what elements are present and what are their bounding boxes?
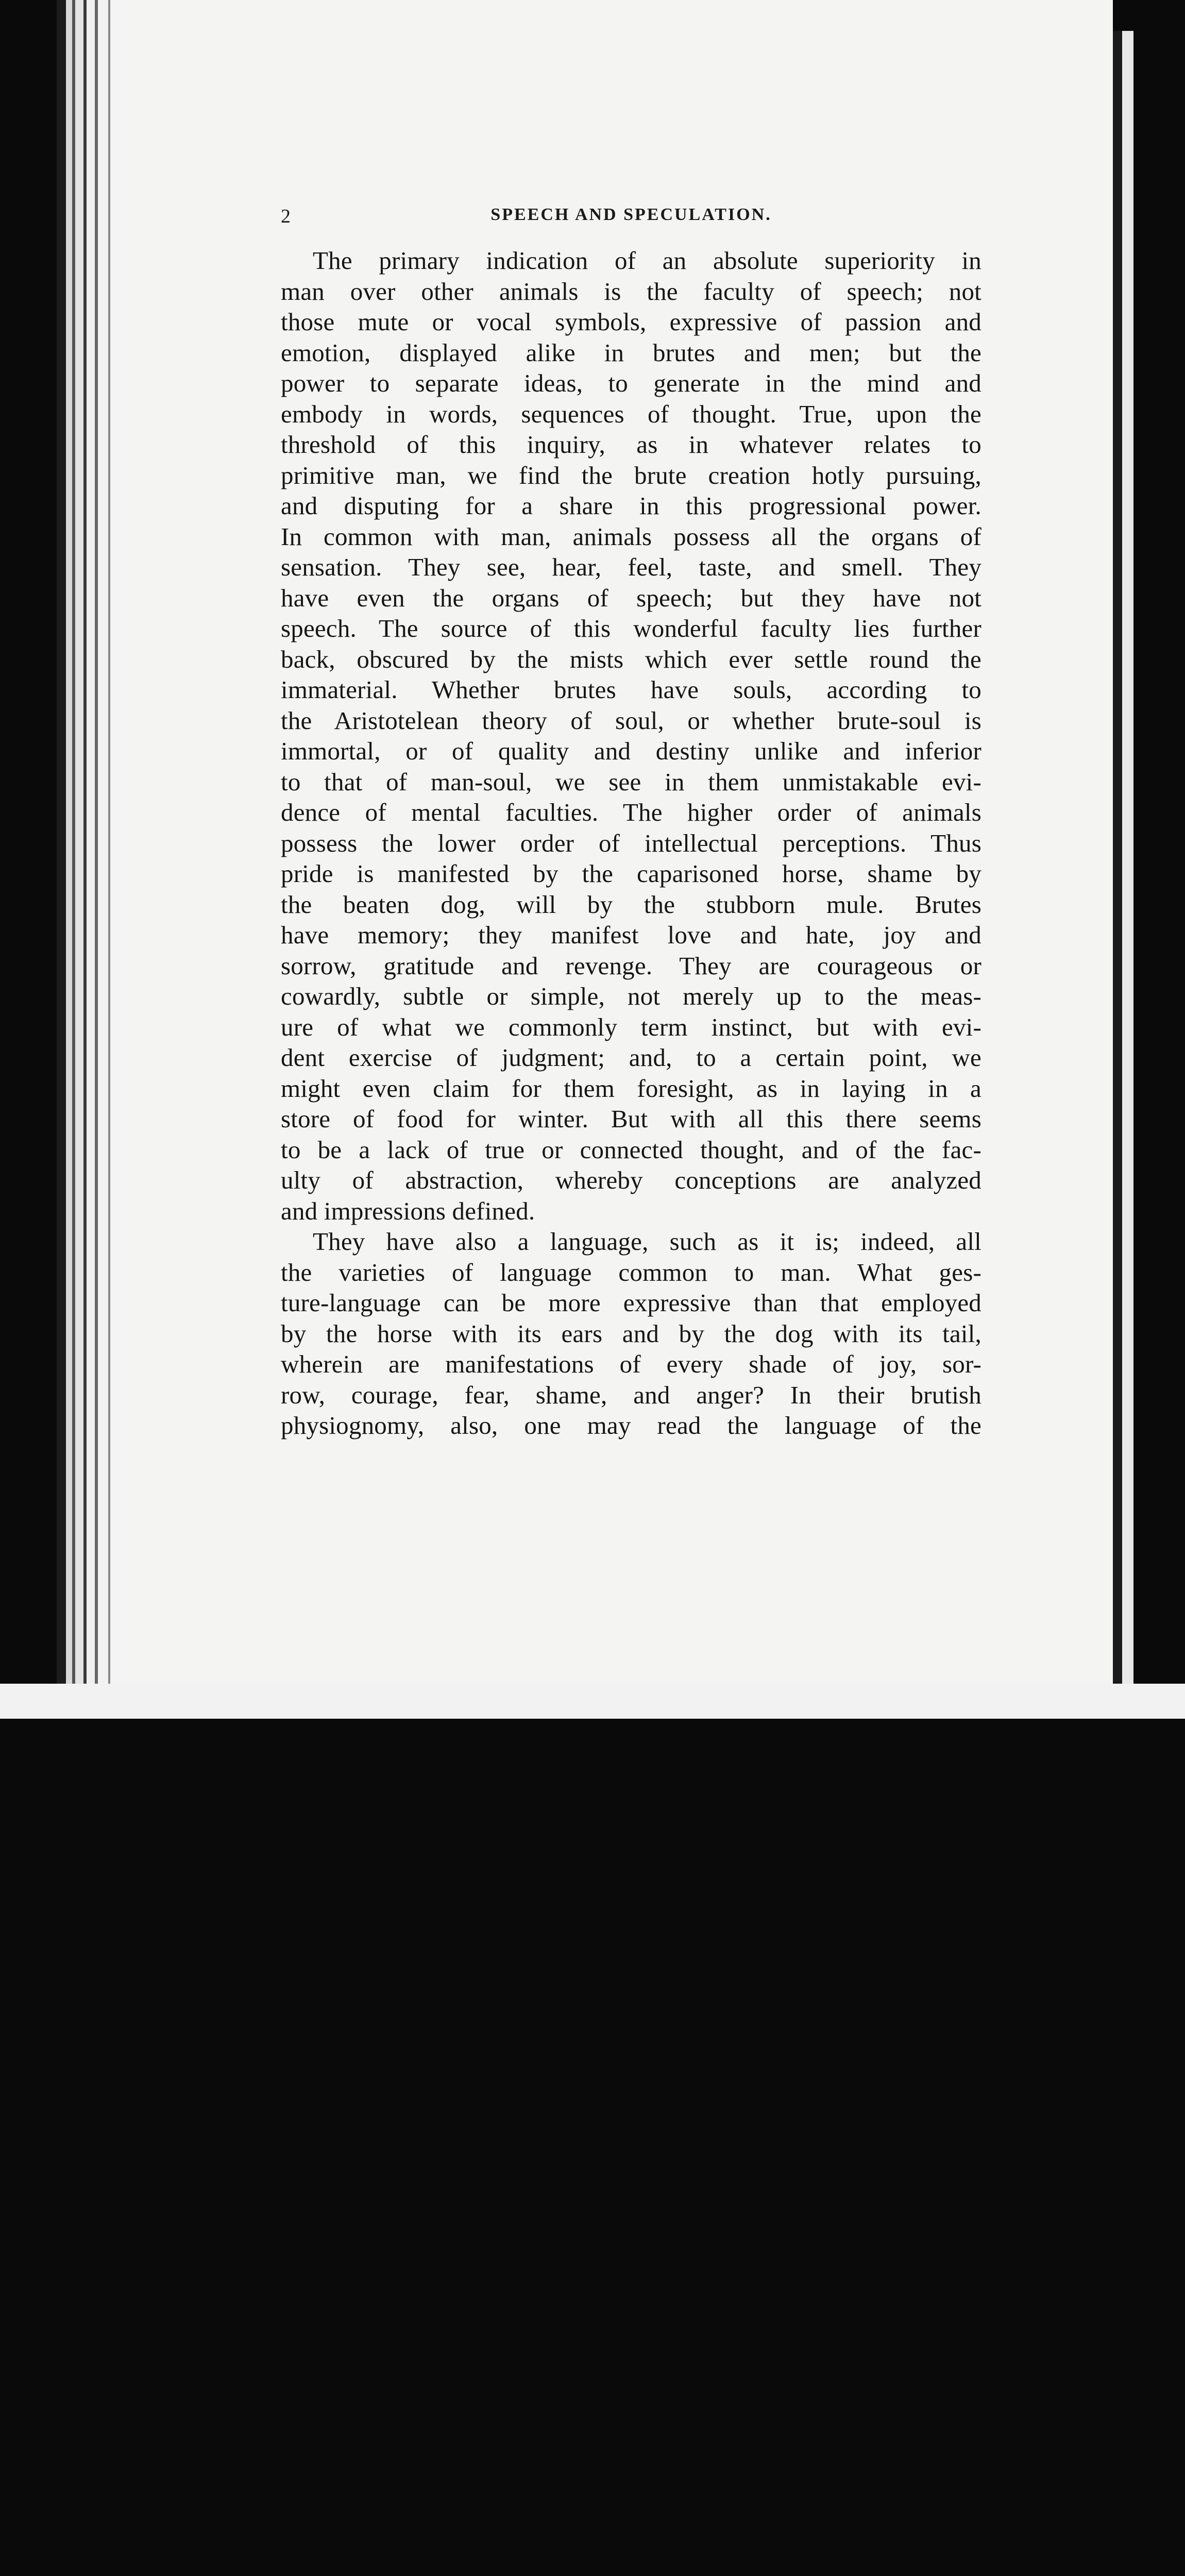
- text-line: embody in words, sequences of thought. True, upon the: [281, 399, 981, 428]
- text-line: sensation. They see, hear, feel, taste, and smell. They: [281, 553, 981, 581]
- text-line: to that of man-soul, we see in them unmistakable evi-: [281, 767, 981, 796]
- text-line: power to separate ideas, to generate in the mind and: [281, 369, 981, 397]
- text-line: ture-language can be more expressive than that employed: [281, 1289, 981, 1317]
- text-line: back, obscured by the mists which ever settle round the: [281, 645, 981, 673]
- text-line: dence of mental faculties. The higher order of animals: [281, 798, 981, 826]
- text-line: by the horse with its ears and by the dog with its tail,: [281, 1319, 981, 1348]
- page-number: 2: [281, 206, 291, 227]
- text-line: They have also a language, such as it is; indeed, all: [313, 1227, 981, 1256]
- text-line: the Aristotelean theory of soul, or whether brute-soul is: [281, 706, 981, 735]
- text-line: might even claim for them foresight, as in laying in a: [281, 1074, 981, 1103]
- text-line: possess the lower order of intellectual perceptions. Thus: [281, 828, 981, 857]
- page-right-edge: [1113, 31, 1149, 1685]
- text-line: row, courage, fear, shame, and anger? In their brutish: [281, 1380, 981, 1409]
- text-line: the varieties of language common to man. What ges-: [281, 1258, 981, 1286]
- scan-bottom-margin: [0, 1684, 1185, 1719]
- text-line: emotion, displayed alike in brutes and men; but the: [281, 338, 981, 367]
- text-line: man over other animals is the faculty of speech; not: [281, 277, 981, 306]
- text-line: immaterial. Whether brutes have souls, according to: [281, 675, 981, 704]
- running-head: [281, 205, 981, 229]
- body-text: [281, 245, 981, 1441]
- text-line: immortal, or of quality and destiny unlike and inferior: [281, 737, 981, 765]
- text-line: cowardly, subtle or simple, not merely up to the meas-: [281, 982, 981, 1010]
- running-title: SPEECH AND SPECULATION.: [490, 205, 772, 224]
- text-line: speech. The source of this wonderful faculty lies further: [281, 614, 981, 642]
- text-line: dent exercise of judgment; and, to a certain point, we: [281, 1043, 981, 1072]
- text-line: have memory; they manifest love and hate, joy and: [281, 921, 981, 949]
- text-line: threshold of this inquiry, as in whatever relates to: [281, 430, 981, 459]
- text-line: The primary indication of an absolute superiority in: [313, 246, 981, 275]
- text-line: ulty of abstraction, whereby conceptions are analyzed: [281, 1166, 981, 1194]
- text-line: physiognomy, also, one may read the language of the: [281, 1411, 981, 1439]
- text-line: to be a lack of true or connected thought, and of the fac-: [281, 1135, 981, 1164]
- text-line: wherein are manifestations of every shade of joy, sor-: [281, 1350, 981, 1378]
- text-line: pride is manifested by the caparisoned horse, shame by: [281, 859, 981, 888]
- text-line: In common with man, animals possess all the organs of: [281, 522, 981, 551]
- text-line: ure of what we commonly term instinct, but with evi-: [281, 1012, 981, 1041]
- text-line: primitive man, we find the brute creation hotly pursuing,: [281, 461, 981, 489]
- text-line: have even the organs of speech; but they have not: [281, 583, 981, 612]
- book-binding-edge: [57, 0, 129, 1685]
- text-line: and disputing for a share in this progressional power.: [281, 492, 981, 520]
- text-line: store of food for winter. But with all this there seems: [281, 1105, 981, 1133]
- text-line: the beaten dog, will by the stubborn mule. Brutes: [281, 890, 981, 919]
- text-line: those mute or vocal symbols, expressive of passion and: [281, 308, 981, 336]
- text-line: and impressions defined.: [281, 1196, 535, 1225]
- text-line: sorrow, gratitude and revenge. They are courageous or: [281, 951, 981, 980]
